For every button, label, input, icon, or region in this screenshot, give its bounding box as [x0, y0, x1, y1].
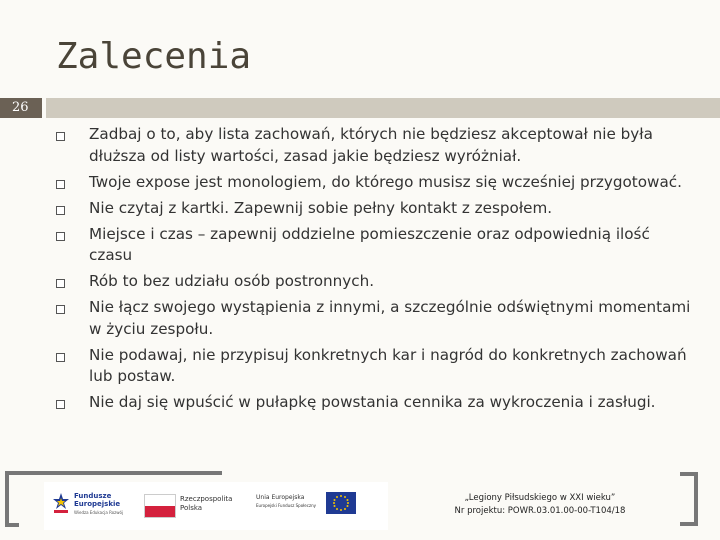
- square-bullet-icon: [56, 206, 65, 215]
- square-bullet-icon: [56, 353, 65, 362]
- list-item: [56, 224, 696, 267]
- fe-title: Fundusze Europejskie: [74, 492, 121, 508]
- poland-flag-icon: [144, 494, 176, 518]
- rzeczpospolita-logo: [144, 492, 254, 522]
- square-bullet-icon: [56, 232, 65, 241]
- ue-title: Unia Europejska Europejski Fundusz Społeczny: [256, 494, 316, 508]
- recommendation-list: [56, 124, 696, 418]
- list-item: [56, 345, 696, 388]
- slide-number: 26: [0, 98, 42, 118]
- list-item: [56, 392, 696, 414]
- footer-bracket-right: [680, 472, 698, 526]
- list-item-text: Nie czytaj z kartki. Zapewnij sobie pełny kontakt z zespołem.: [89, 198, 553, 217]
- footer-bracket-left: [5, 471, 19, 527]
- list-item: [56, 297, 696, 340]
- list-item: [56, 271, 696, 293]
- list-item-text: Miejsce i czas – zapewnij oddzielne pomieszczenie oraz odpowiednią ilość czasu: [89, 224, 650, 264]
- rp-title: Rzeczpospolita Polska: [180, 495, 233, 512]
- project-name: „Legiony Piłsudskiego w XXI wieku”: [464, 493, 616, 503]
- list-item-text: Zadbaj o to, aby lista zachowań, których nie będziesz akceptował nie była dłuższa od listy wartości, zasad jakie będziesz wyróżniał.: [89, 125, 653, 165]
- list-item-text: Nie podawaj, nie przypisuj konkretnych kar i nagród do konkretnych zachowań lub postaw.: [89, 345, 687, 385]
- list-item-text: Rób to bez udziału osób postronnych.: [89, 272, 375, 290]
- project-footer: [420, 492, 660, 518]
- header-bar: [46, 98, 720, 118]
- square-bullet-icon: [56, 180, 65, 189]
- fundusze-europejskie-logo: [52, 490, 152, 520]
- square-bullet-icon: [56, 305, 65, 314]
- square-bullet-icon: [56, 279, 65, 288]
- footer-frame-top: [5, 471, 222, 475]
- slide-title: Zalecenia: [56, 36, 252, 77]
- square-bullet-icon: [56, 400, 65, 409]
- list-item-text: Twoje expose jest monologiem, do którego musisz się wcześniej przygotować.: [89, 172, 682, 191]
- list-item: [56, 172, 696, 194]
- list-item: [56, 198, 696, 220]
- list-item-text: Nie łącz swojego wystąpienia z innymi, a szczególnie odświętnymi momentami w życiu zespołu.: [89, 298, 691, 338]
- project-number: Nr projektu: POWR.03.01.00-00-T104/18: [454, 506, 626, 516]
- fe-star-icon: [52, 490, 70, 518]
- unia-europejska-logo: [256, 490, 386, 520]
- funding-logos: [44, 482, 388, 530]
- square-bullet-icon: [56, 132, 65, 141]
- eu-flag-icon: [326, 492, 356, 514]
- list-item: [56, 124, 696, 167]
- fe-subtitle: Wiedza Edukacja Rozwój: [74, 510, 124, 515]
- list-item-text: Nie daj się wpuścić w pułapkę powstania cennika za wykroczenia i zasługi.: [89, 393, 656, 411]
